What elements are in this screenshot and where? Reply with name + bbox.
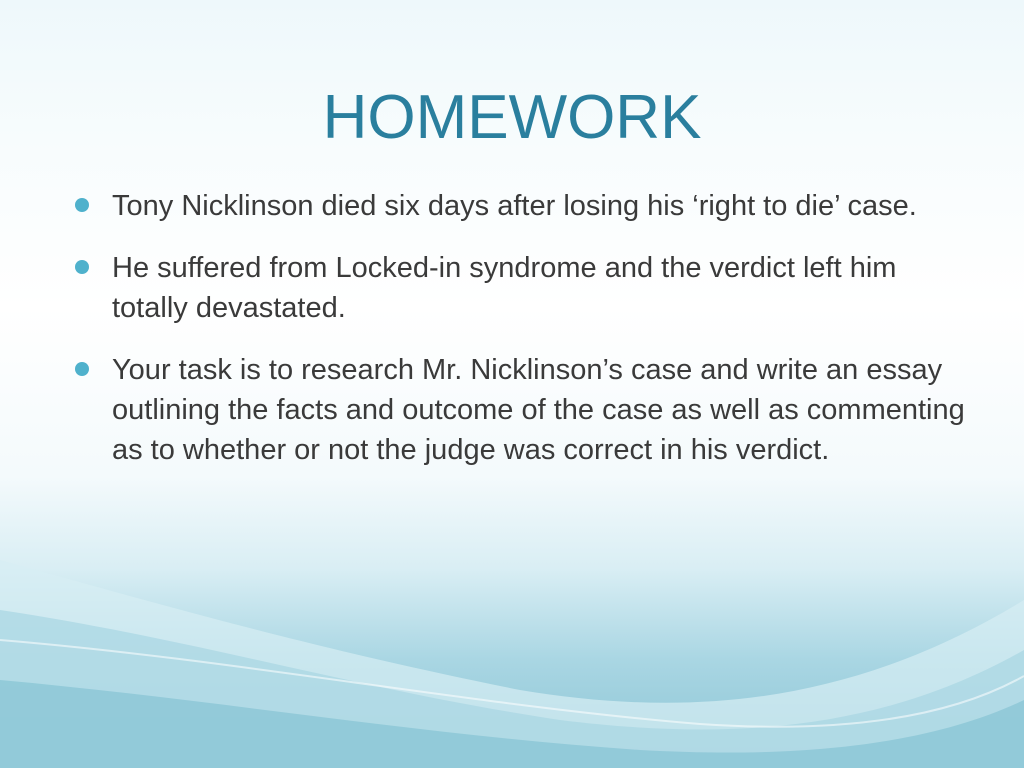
bullet-text-2: He suffered from Locked-in syndrome and the verdict left him totally devastated.	[112, 252, 897, 324]
slide-title: HOMEWORK	[322, 83, 702, 152]
bullet-dot-icon	[75, 198, 89, 212]
bullet-text-3: Your task is to research Mr. Nicklinson’s case and write an essay outlining the facts and outcome of the case as well as commenting as to whether or not the judge was correct in his verdict.	[112, 354, 965, 466]
bullet-dot-icon	[75, 260, 89, 274]
bullet-text-1: Tony Nicklinson died six days after losing his ‘right to die’ case.	[112, 190, 917, 222]
bullet-dot-icon	[75, 362, 89, 376]
bullet-item-1	[75, 186, 965, 226]
bullet-item-3	[75, 350, 965, 470]
bullet-item-2	[75, 248, 965, 328]
bullet-list	[75, 186, 965, 492]
